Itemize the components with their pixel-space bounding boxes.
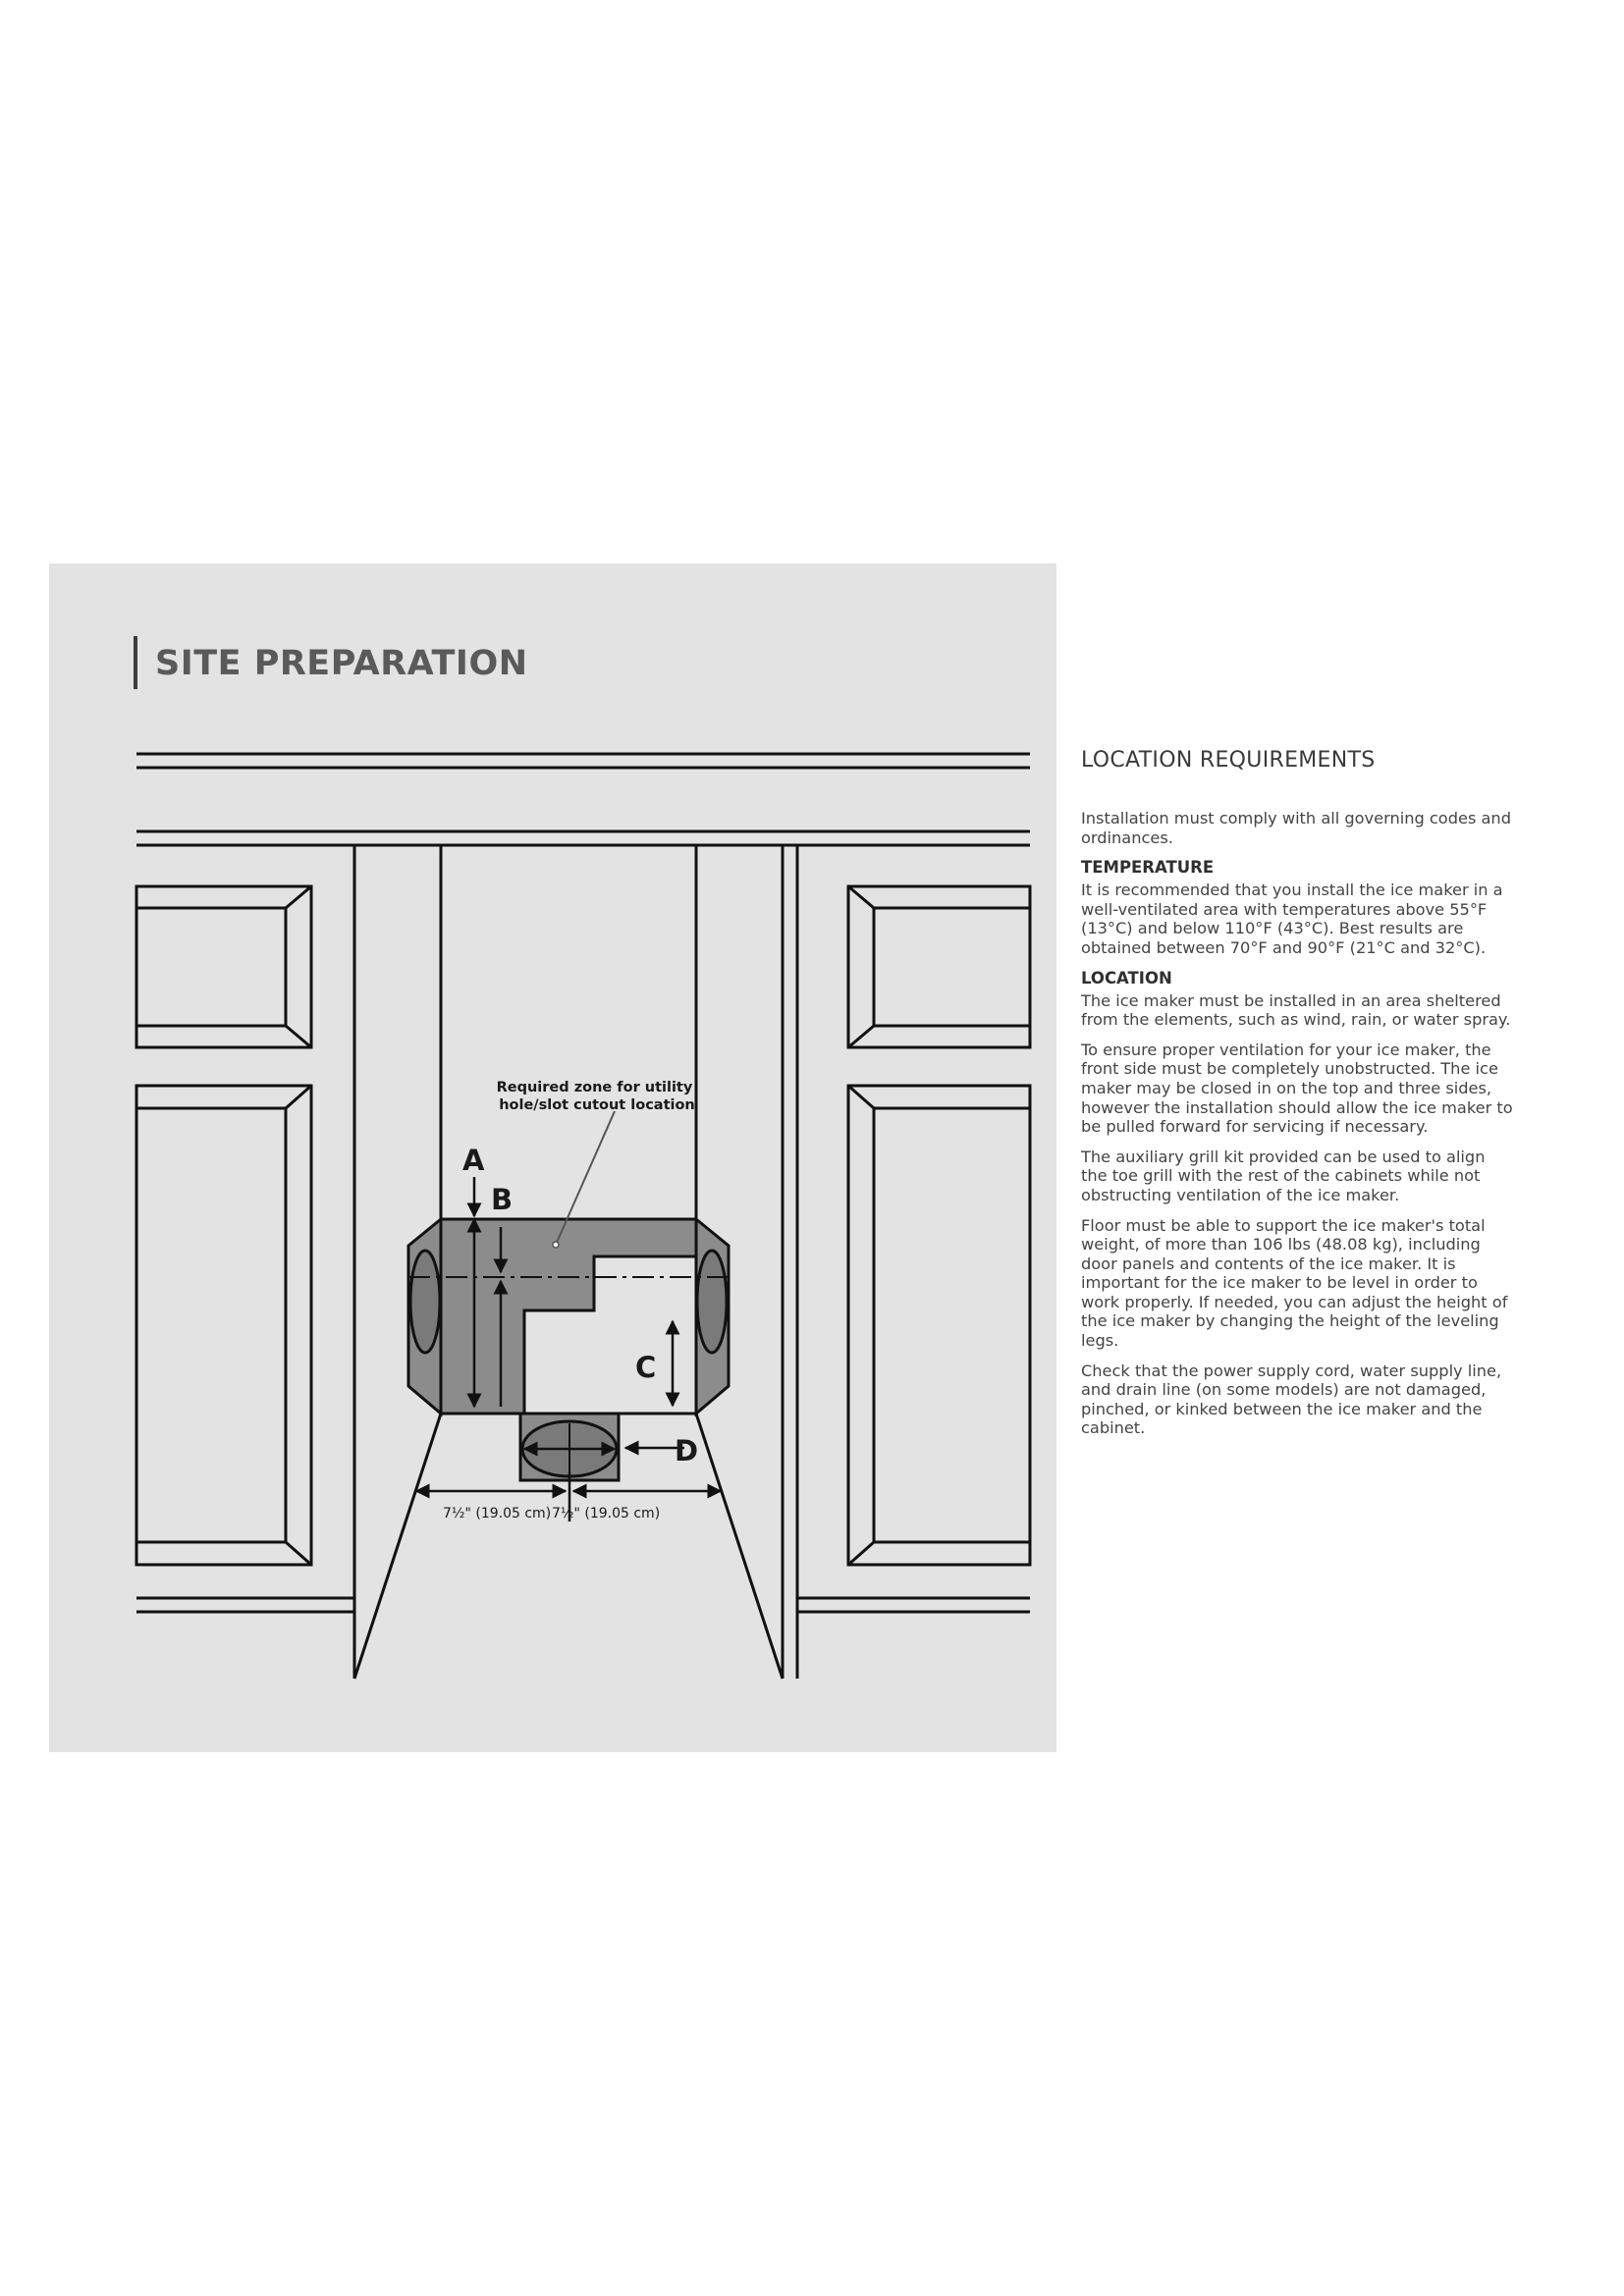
callout-line-1: Required zone for utility (496, 1080, 693, 1095)
location-paragraph: The ice maker must be installed in an area sheltered from the elements, such as wind, rain, or water spray. (1081, 990, 1511, 1030)
label-d: D (675, 1434, 699, 1468)
temperature-paragraph: It is recommended that you install the ice maker in a well-ventilated area with temperatures above 55°F (13°C) and below 110°F (43°C). Best results are obtained between 70°F and 90°F (21°C and 32°C). (1081, 881, 1503, 957)
label-a: A (462, 1144, 485, 1177)
dimension-left: 7½" (19.05 cm) (443, 1506, 552, 1522)
callout-line-2: hole/slot cutout location (499, 1097, 695, 1113)
location-requirements-section (1081, 748, 1513, 1449)
callout-label (497, 1080, 698, 1113)
label-c: C (635, 1351, 657, 1384)
label-b: B (491, 1183, 514, 1216)
location-heading: LOCATION (1081, 968, 1172, 988)
check-lines-paragraph: Check that the power supply cord, water supply line, and drain line (on some models) are not damaged, pinched, or kinked between the ice maker and the cabinet. (1081, 1361, 1502, 1438)
intro-paragraph: Installation must comply with all governing codes and ordinances. (1081, 809, 1511, 847)
temperature-heading: TEMPERATURE (1081, 858, 1215, 878)
grill-kit-paragraph: The auxiliary grill kit provided can be used to align the toe grill with the rest of the cabinets while not obstructing ventilation of the ice maker. (1081, 1147, 1486, 1204)
ventilation-paragraph: To ensure proper ventilation for your ice maker, the front side must be completely unobstructed. The ice maker may be closed in on the top and three sides, however the installation should allow the ice maker to be pulled forward for servicing if necessary. (1081, 1040, 1513, 1137)
dimension-right: 7½" (19.05 cm) (552, 1506, 661, 1522)
location-requirements-heading: LOCATION REQUIREMENTS (1081, 748, 1376, 773)
floor-paragraph: Floor must be able to support the ice maker's total weight, of more than 106 lbs (48.08 kg), including door panels and contents of the ice maker. It is important for the ice maker to be level in order to work properly. If needed, you can adjust the height of the ice maker by changing the height of the leveling legs. (1081, 1215, 1508, 1351)
title-accent-bar (134, 636, 137, 689)
cabinet-cutout-diagram (132, 746, 1035, 1683)
page-title: SITE PREPARATION (155, 644, 528, 683)
